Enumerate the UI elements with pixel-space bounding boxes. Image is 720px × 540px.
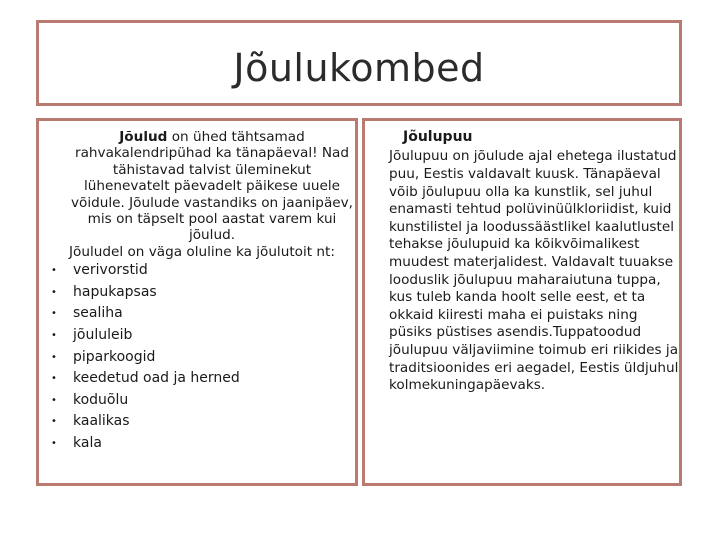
list-item [51,411,353,433]
section-heading: Jõulupuu [403,129,473,145]
list-item [51,433,353,455]
section-body: Jõulupuu on jõulude ajal ehetega ilustatud puu, Eestis valdavalt kuusk. Tänapäeval võib jõulupuu olla ka kunstlik, sel juhul enamasti tehtud polüvinüülkloriidist, kuid kunstilistel ja loodussäästlikel kaalutlustel tehakse jõulupuid ka kõikvõimalikest muudest materjalidest. Valdavalt tuuakse looduslik jõulupuu maharaiutuna tuppa, kus tuleb kanda hoolt selle eest, et ta okkaid kiiresti maha ei puistaks ning püsiks püstises asendis.Tuppatoodud jõulupuu väljaviimine toimub eri riikides ja traditsioonides eri aegadel, Eestis üldjuhul kolmekuningapäevaks. [389,148,679,394]
bullet-icon: • [51,351,57,363]
right-column [362,118,682,486]
food-item: keedetud oad ja herned [73,370,240,387]
intro-text: on ühed tähtsamad rahvakalendripühad ka tänapäeval! Nad tähistavad talvist üleminekut lühenevatelt päevadelt päikese uuele võidule. Jõulude vastandiks on jaanipäev, mis on täpselt pool aastat varem kui jõulud. [71,129,353,244]
foods-intro: Jõuludel on väga oluline ka jõulutoit nt: [69,243,335,260]
food-item: kala [73,435,102,451]
bullet-icon: • [51,438,57,449]
list-item [51,325,353,347]
intro-paragraph [51,129,353,244]
list-item [51,260,353,282]
bullet-icon: • [51,394,57,406]
food-item: verivorstid [73,262,148,279]
bullet-icon: • [51,373,57,385]
food-item: hapukapsas [73,283,157,300]
left-column [36,118,358,486]
list-item [51,282,353,304]
bullet-icon: • [51,265,57,277]
list-item [51,347,353,369]
food-item: piparkoogid [73,348,156,365]
food-item: kaalikas [73,413,130,430]
food-item: jõululeib [73,327,133,344]
bullet-icon: • [51,308,57,320]
list-item [51,303,353,325]
food-list [51,260,353,454]
left-text-block [51,129,353,455]
food-item: sealiha [73,305,123,322]
food-item: koduõlu [73,391,129,408]
bullet-icon: • [51,416,57,428]
list-item [51,390,353,412]
bullet-icon: • [51,286,57,298]
title-box [36,20,682,106]
list-item [51,368,353,390]
bullet-icon: • [51,330,57,342]
page-title: Jõulukombed [233,46,485,90]
right-text-block [389,129,679,395]
intro-bold-term: Jõulud [119,129,168,145]
